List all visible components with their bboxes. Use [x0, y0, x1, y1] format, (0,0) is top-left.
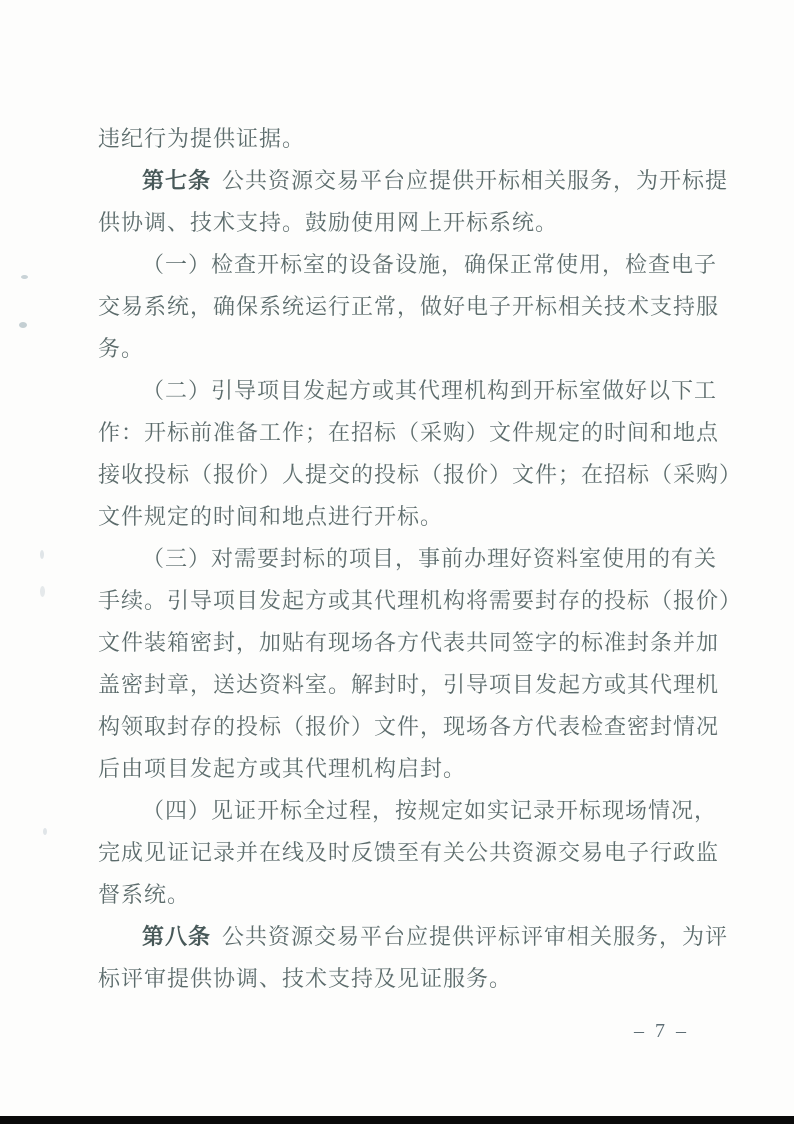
text-line: 后由项目发起方或其代理机构启封。: [98, 756, 467, 781]
text-line: （二）引导项目发起方或其代理机构到开标室做好以下工: [142, 378, 718, 403]
text-line: 标评审提供协调、技术支持及见证服务。: [98, 966, 513, 991]
text-line: 违纪行为提供证据。: [98, 126, 306, 151]
text-line: 接收投标（报价）人提交的投标（报价）文件；在招标（采购）: [98, 462, 743, 487]
line-text: 公共资源交易平台应提供开标相关服务，为开标提: [222, 168, 729, 193]
line-text: 公共资源交易平台应提供评标评审相关服务，为评: [222, 924, 729, 949]
text-line: （四）见证开标全过程，按规定如实记录开标现场情况，: [142, 798, 718, 823]
text-line: 文件装箱密封，加贴有现场各方代表共同签字的标准封条并加: [98, 630, 720, 655]
scan-speck: [40, 550, 44, 559]
article-number: 第七条: [142, 168, 212, 193]
text-line: 构领取封存的投标（报价）文件，现场各方代表检查密封情况: [98, 714, 720, 739]
text-line: （三）对需要封标的项目，事前办理好资料室使用的有关: [142, 546, 718, 571]
scan-edge-bar: [0, 1116, 794, 1124]
text-line: [98, 160, 729, 202]
page-number: – 7 –: [634, 1020, 689, 1042]
text-line: [98, 916, 729, 958]
text-line: 务。: [98, 336, 145, 361]
text-line: 文件规定的时间和地点进行开标。: [98, 504, 444, 529]
text-line: （一）检查开标室的设备设施，确保正常使用，检查电子: [142, 252, 718, 277]
article-number: 第八条: [142, 924, 212, 949]
text-line: 手续。引导项目发起方或其代理机构将需要封存的投标（报价）: [98, 588, 743, 613]
document-lines: [98, 118, 743, 1000]
text-line: 督系统。: [98, 882, 191, 907]
text-line: 作：开标前准备工作；在招标（采购）文件规定的时间和地点: [98, 420, 720, 445]
text-line: 供协调、技术支持。鼓励使用网上开标系统。: [98, 210, 559, 235]
text-line: 交易系统，确保系统运行正常，做好电子开标相关技术支持服: [98, 294, 720, 319]
scan-speck: [43, 828, 47, 835]
text-line: 完成见证记录并在线及时反馈至有关公共资源交易电子行政监: [98, 840, 720, 865]
text-line: 盖密封章，送达资料室。解封时，引导项目发起方或其代理机: [98, 672, 720, 697]
scan-speck: [19, 322, 27, 328]
scan-speck: [40, 586, 45, 597]
scan-speck: [21, 275, 28, 279]
